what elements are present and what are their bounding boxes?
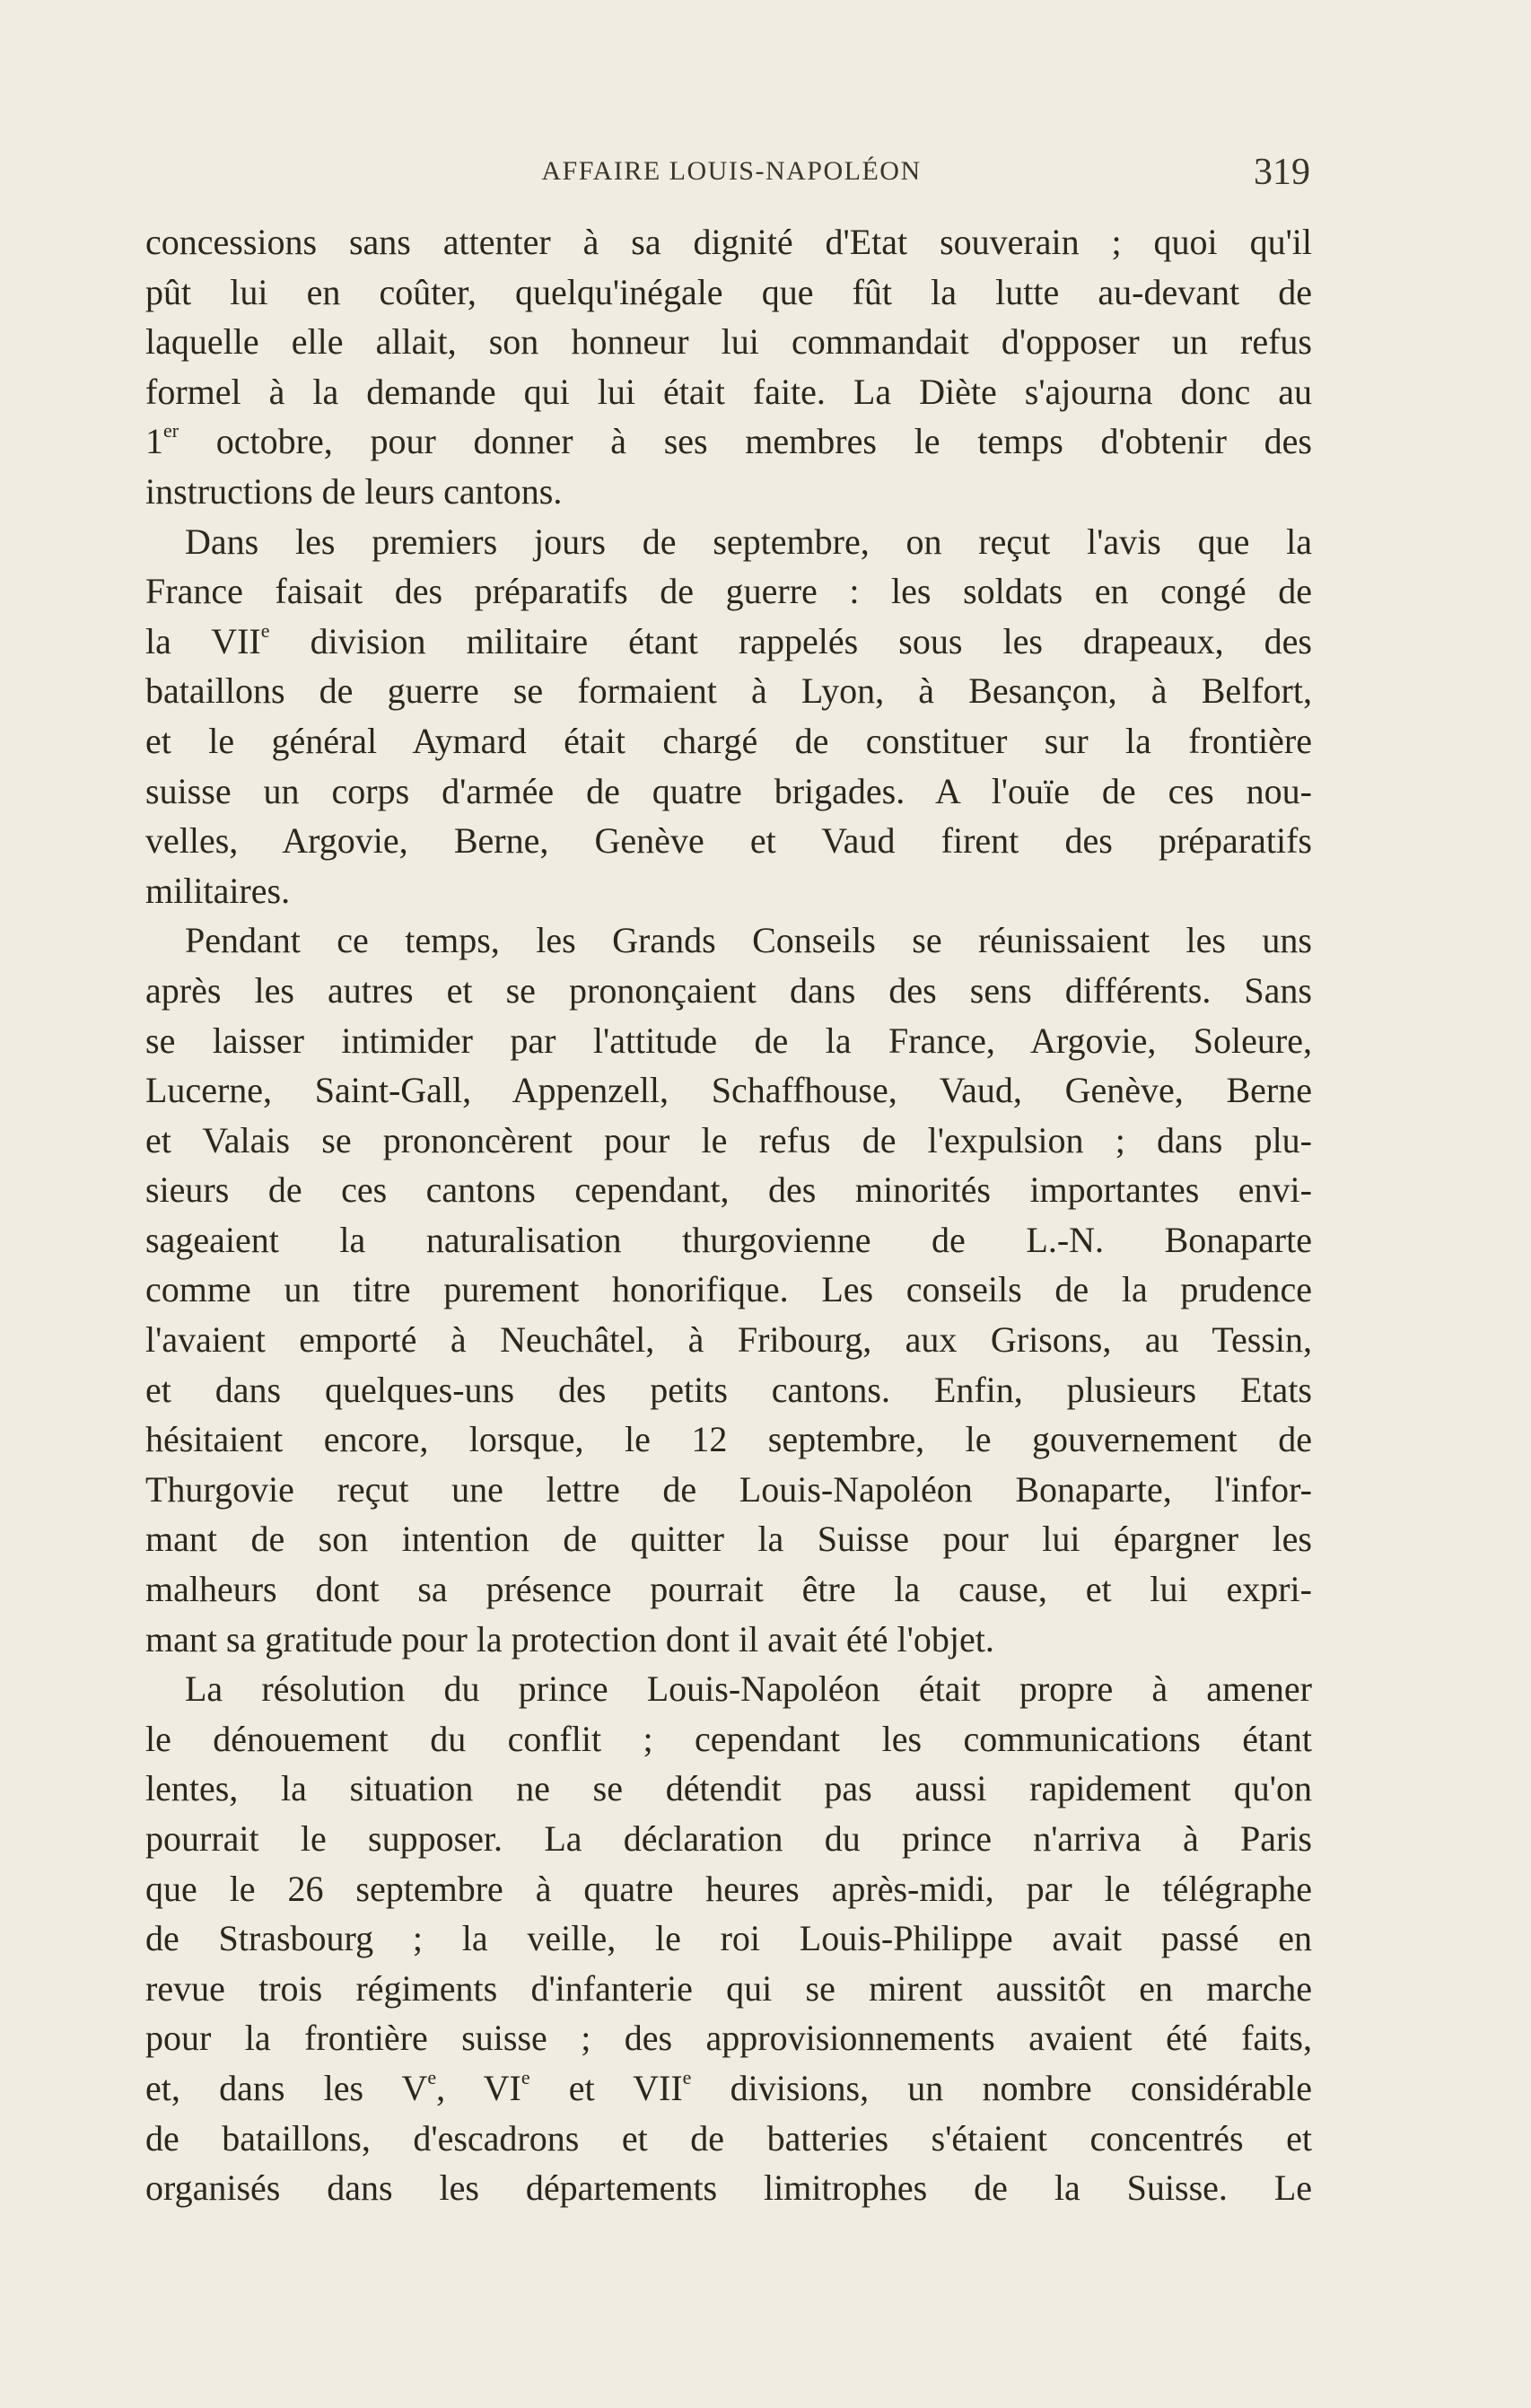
text-line: malheurs dont sa présence pourrait être la cause, et lui expri- (145, 1569, 1312, 1610)
text-line: comme un titre purement honorifique. Les conseils de la prudence (145, 1269, 1312, 1310)
text-line: sageaient la naturalisation thurgovienne de L.-N. Bonaparte (145, 1219, 1312, 1260)
text-line: et le général Aymard était chargé de constituer sur la frontière (145, 720, 1312, 761)
text-line: après les autres et se prononçaient dans des sens différents. Sans (145, 969, 1312, 1011)
text-line: formel à la demande qui lui était faite. La Diète s'ajourna donc au (145, 371, 1312, 412)
text-line: lentes, la situation ne se détendit pas aussi rapidement qu'on (145, 1768, 1312, 1809)
text-line: et, dans les Ve, VIe et VIIe divisions, un nombre considérable (145, 2065, 1312, 2108)
text-line: sieurs de ces cantons cependant, des minorités importantes envi- (145, 1169, 1312, 1211)
superscript: e (682, 2065, 692, 2088)
running-title: AFFAIRE LOUIS-NAPOLÉON (541, 156, 922, 186)
text-line: l'avaient emporté à Neuchâtel, à Fribourg, aux Grisons, au Tessin, (145, 1319, 1312, 1361)
paragraph (145, 217, 1312, 517)
running-head (153, 151, 1310, 196)
text-line: de bataillons, d'escadrons et de batteries s'étaient concentrés et (145, 2117, 1312, 2158)
text-line: hésitaient encore, lorsque, le 12 septembre, le gouvernement de (145, 1419, 1312, 1460)
text-line: mant sa gratitude pour la protection dont il avait été l'objet. (145, 1618, 994, 1659)
paragraph (145, 1664, 1312, 2213)
text-line: et dans quelques-uns des petits cantons. Enfin, plusieurs Etats (145, 1369, 1312, 1410)
text-line: Pendant ce temps, les Grands Conseils se réunissaient les uns (185, 920, 1312, 961)
text-line: se laisser intimider par l'attitude de la France, Argovie, Soleure, (145, 1020, 1312, 1061)
text-line: revue trois régiments d'infanterie qui se mirent aussitôt en marche (145, 1967, 1312, 2009)
text-line: que le 26 septembre à quatre heures après-midi, par le télégraphe (145, 1868, 1312, 1909)
paragraph (145, 517, 1312, 916)
text-line: suisse un corps d'armée de quatre brigades. A l'ouïe de ces nou- (145, 770, 1312, 811)
text-line: mant de son intention de quitter la Suisse pour lui épargner les (145, 1519, 1312, 1560)
text-line: organisés dans les départements limitrophes de la Suisse. Le (145, 2167, 1312, 2209)
text-line: militaires. (145, 870, 291, 911)
text-line: France faisait des préparatifs de guerre : les soldats en congé de (145, 571, 1312, 612)
text-line: pût lui en coûter, quelqu'inégale que fût la lutte au-devant de (145, 271, 1312, 312)
text-line: bataillons de guerre se formaient à Lyon, à Besançon, à Belfort, (145, 670, 1312, 712)
text-line: de Strasbourg ; la veille, le roi Louis-Philippe avait passé en (145, 1918, 1312, 1959)
text-line: Lucerne, Saint-Gall, Appenzell, Schaffhouse, Vaud, Genève, Berne (145, 1070, 1312, 1111)
superscript: e (260, 618, 270, 642)
page-number: 319 (1254, 152, 1310, 193)
text-line: laquelle elle allait, son honneur lui commandait d'opposer un refus (145, 321, 1312, 363)
text-line: velles, Argovie, Berne, Genève et Vaud firent des préparatifs (145, 820, 1312, 862)
superscript: e (427, 2065, 437, 2088)
text-line: pour la frontière suisse ; des approvisionnements avaient été faits, (145, 2018, 1312, 2059)
text-line: 1er octobre, pour donner à ses membres le temps d'obtenir des (145, 419, 1312, 462)
text-line: le dénouement du conflit ; cependant les communications étant (145, 1718, 1312, 1759)
text-line: Thurgovie reçut une lettre de Louis-Napoléon Bonaparte, l'infor- (145, 1468, 1312, 1510)
text-line: concessions sans attenter à sa dignité d'Etat souverain ; quoi qu'il (145, 222, 1312, 262)
text-line: La résolution du prince Louis-Napoléon était propre à amener (185, 1668, 1312, 1710)
text-line: Dans les premiers jours de septembre, on reçut l'avis que la (185, 521, 1312, 562)
paragraph (145, 915, 1312, 1664)
superscript: e (521, 2065, 530, 2088)
text-line: la VIIe division militaire étant rappelés sous les drapeaux, des (145, 618, 1312, 661)
text-line: pourrait le supposer. La déclaration du prince n'arriva à Paris (145, 1818, 1312, 1859)
text-line: instructions de leurs cantons. (145, 470, 563, 512)
superscript: er (163, 419, 179, 442)
text-line: et Valais se prononcèrent pour le refus de l'expulsion ; dans plu- (145, 1119, 1312, 1160)
body-text (145, 217, 1312, 2213)
